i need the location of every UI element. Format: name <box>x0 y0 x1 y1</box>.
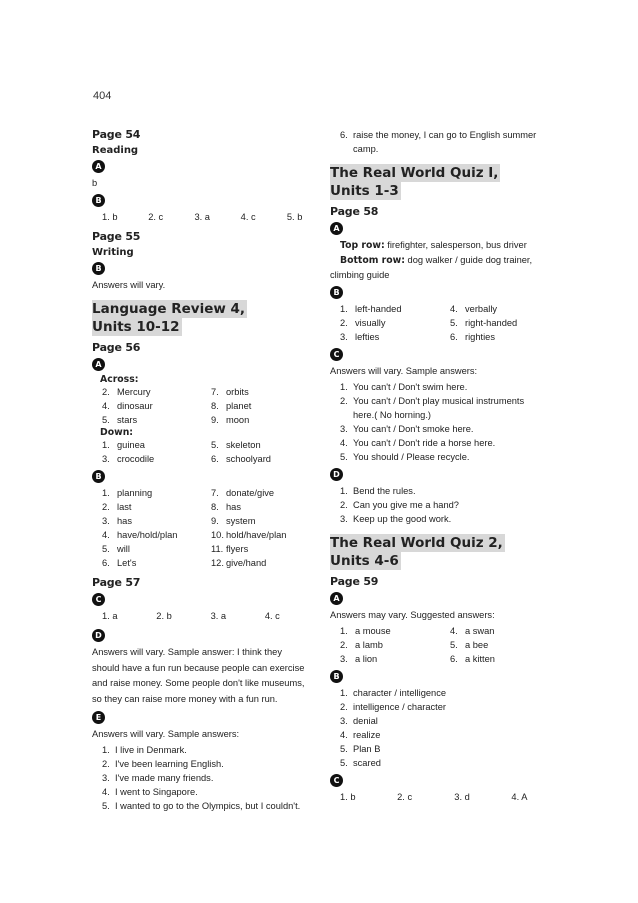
right-column <box>330 128 550 810</box>
list-item: 3. crocodile <box>102 454 155 464</box>
answer-row <box>102 609 292 623</box>
answer-item: 5. b <box>286 212 303 222</box>
list-item: 5. Plan B <box>340 744 381 754</box>
list-item: 7. donate/give <box>211 488 275 498</box>
section-a-badge: A <box>92 358 105 371</box>
heading-line: Language Review 4, <box>92 301 246 317</box>
list-item: 5. I wanted to go to the Olympics, but I couldn't. <box>102 801 301 811</box>
section-d-answers <box>330 484 550 526</box>
list-item-continuation: camp. <box>353 144 379 154</box>
across-label: Across: <box>100 374 139 385</box>
list-item: 1. guinea <box>102 440 145 450</box>
answer-item: 4. c <box>240 212 256 222</box>
answer-item: 1. a <box>102 611 118 621</box>
list-item: 8. planet <box>211 401 252 411</box>
list-item: 1. planning <box>102 488 153 498</box>
list-item: 1. a mouse <box>340 626 391 636</box>
heading-line: Units 4-6 <box>330 553 399 569</box>
section-b-answers <box>330 686 550 770</box>
list-item: 5. stars <box>102 415 138 425</box>
answer-intro: Answers will vary. Sample answers: <box>92 729 240 739</box>
list-item: 2. Mercury <box>102 387 151 397</box>
page-54-heading: Page 54 <box>92 128 141 141</box>
list-item: 11. flyers <box>211 544 249 554</box>
heading-line: Units 10-12 <box>92 319 180 335</box>
list-item: 5. right-handed <box>450 318 518 328</box>
heading-line: Units 1-3 <box>330 183 399 199</box>
answer-item: 2. c <box>148 212 164 222</box>
list-item: 3. denial <box>340 716 378 726</box>
list-item: 2. I've been learning English. <box>102 759 224 769</box>
answer-item: 1. b <box>102 212 118 222</box>
section-e-answers <box>92 743 310 813</box>
list-item: 9. system <box>211 516 256 526</box>
reading-subheading: Reading <box>92 145 139 156</box>
list-item: 5. skeleton <box>211 440 261 450</box>
down-answers <box>92 438 310 466</box>
answer-item: 2. b <box>156 611 172 621</box>
answer-row <box>340 790 540 804</box>
left-column <box>92 128 310 817</box>
list-item: 4. dinosaur <box>102 401 153 411</box>
section-e-badge: E <box>92 711 105 724</box>
language-review-heading <box>92 300 310 336</box>
quiz-1-heading <box>330 164 550 200</box>
list-item: 1. I live in Denmark. <box>102 745 187 755</box>
answer-text: Answers will vary. <box>92 280 166 290</box>
list-item: 9. moon <box>211 415 250 425</box>
section-a-badge: A <box>92 160 105 173</box>
page-58-heading: Page 58 <box>330 205 379 218</box>
list-item: 2. visually <box>340 318 386 328</box>
list-item: 6. schoolyard <box>211 454 271 464</box>
list-item: 4. verbally <box>450 304 498 314</box>
list-item-continuation: here.( No horning.) <box>353 410 432 420</box>
list-item: 6. a kitten <box>450 654 495 664</box>
page-57-heading: Page 57 <box>92 576 141 589</box>
list-item: 4. a swan <box>450 626 495 636</box>
heading-line: The Real World Quiz 2, <box>330 535 503 551</box>
section-c-badge: C <box>330 774 343 787</box>
list-item: 1. left-handed <box>340 304 402 314</box>
section-a-answers <box>330 624 550 666</box>
list-item: 3. Keep up the good work. <box>340 514 452 524</box>
section-a-badge: A <box>330 592 343 605</box>
section-d-badge: D <box>92 629 105 642</box>
section-b-badge: B <box>92 470 105 483</box>
list-item: 10. hold/have/plan <box>211 530 287 540</box>
list-item: 5. You should / Please recycle. <box>340 452 470 462</box>
section-c-badge: C <box>92 593 105 606</box>
top-row-answer: Top row: firefighter, salesperson, bus driver <box>340 240 527 251</box>
list-item: 5. scared <box>340 758 381 768</box>
continued-answer <box>330 128 550 156</box>
section-b-answers <box>92 486 310 570</box>
writing-subheading: Writing <box>92 247 134 258</box>
across-answers <box>92 385 310 427</box>
list-item: 3. lefties <box>340 332 380 342</box>
answer-item: 2. c <box>397 792 413 802</box>
list-item: 2. a lamb <box>340 640 383 650</box>
answer-item: 3. d <box>454 792 470 802</box>
list-item: 1. character / intelligence <box>340 688 447 698</box>
list-item: 5. a bee <box>450 640 489 650</box>
heading-line: The Real World Quiz I, <box>330 165 499 181</box>
section-c-answers <box>330 380 550 464</box>
answer-item: 4. A <box>511 792 528 802</box>
list-item: 2. last <box>102 502 132 512</box>
section-b-badge: B <box>330 670 343 683</box>
section-c-badge: C <box>330 348 343 361</box>
answer-item: 3. a <box>210 611 227 621</box>
list-item: 3. has <box>102 516 132 526</box>
answer-item: 1. b <box>340 792 356 802</box>
list-item: 4. I went to Singapore. <box>102 787 198 797</box>
answer-text: b <box>92 178 98 188</box>
list-item: 1. You can't / Don't swim here. <box>340 382 468 392</box>
list-item: 6. righties <box>450 332 495 342</box>
list-item: 5. will <box>102 544 130 554</box>
down-label: Down: <box>100 427 134 438</box>
list-item: 8. has <box>211 502 241 512</box>
list-item: 2. Can you give me a hand? <box>340 500 459 510</box>
list-item: 1. Bend the rules. <box>340 486 416 496</box>
answer-row <box>102 210 310 224</box>
list-item: 4. have/hold/plan <box>102 530 178 540</box>
list-item: 3. You can't / Don't smoke here. <box>340 424 474 434</box>
list-item: 2. You can't / Don't play musical instruments <box>340 396 525 406</box>
list-item: 4. realize <box>340 730 381 740</box>
list-item: 6. Let's <box>102 558 137 568</box>
page-59-heading: Page 59 <box>330 575 379 588</box>
section-b-badge: B <box>330 286 343 299</box>
list-item: 4. You can't / Don't ride a horse here. <box>340 438 496 448</box>
page-number: 404 <box>93 90 112 102</box>
bottom-row-continuation: climbing guide <box>330 270 390 280</box>
answer-text: Answers will vary. Sample answer: I think they should have a fun run because people can exercise and raise money. Some people don't like museums, so they can raise more money with a fun run. <box>92 647 305 704</box>
list-item: 7. orbits <box>211 387 249 397</box>
bottom-row-answer: Bottom row: dog walker / guide dog trainer, <box>340 255 533 266</box>
section-a-badge: A <box>330 222 343 235</box>
section-b-answers <box>330 302 550 344</box>
list-item: 3. I've made many friends. <box>102 773 214 783</box>
section-b-badge: B <box>92 194 105 207</box>
answer-intro: Answers may vary. Suggested answers: <box>330 610 495 620</box>
answer-intro: Answers will vary. Sample answers: <box>330 366 478 376</box>
page-56-heading: Page 56 <box>92 341 141 354</box>
list-item: 2. intelligence / character <box>340 702 447 712</box>
list-item: 3. a lion <box>340 654 378 664</box>
answer-item: 3. a <box>194 212 210 222</box>
list-item: 12. give/hand <box>211 558 267 568</box>
section-b-badge: B <box>92 262 105 275</box>
page-55-heading: Page 55 <box>92 230 141 243</box>
section-d-badge: D <box>330 468 343 481</box>
answer-item: 4. c <box>264 611 280 621</box>
list-item: 6. raise the money, I can go to English summer <box>340 130 537 140</box>
quiz-2-heading <box>330 534 550 570</box>
